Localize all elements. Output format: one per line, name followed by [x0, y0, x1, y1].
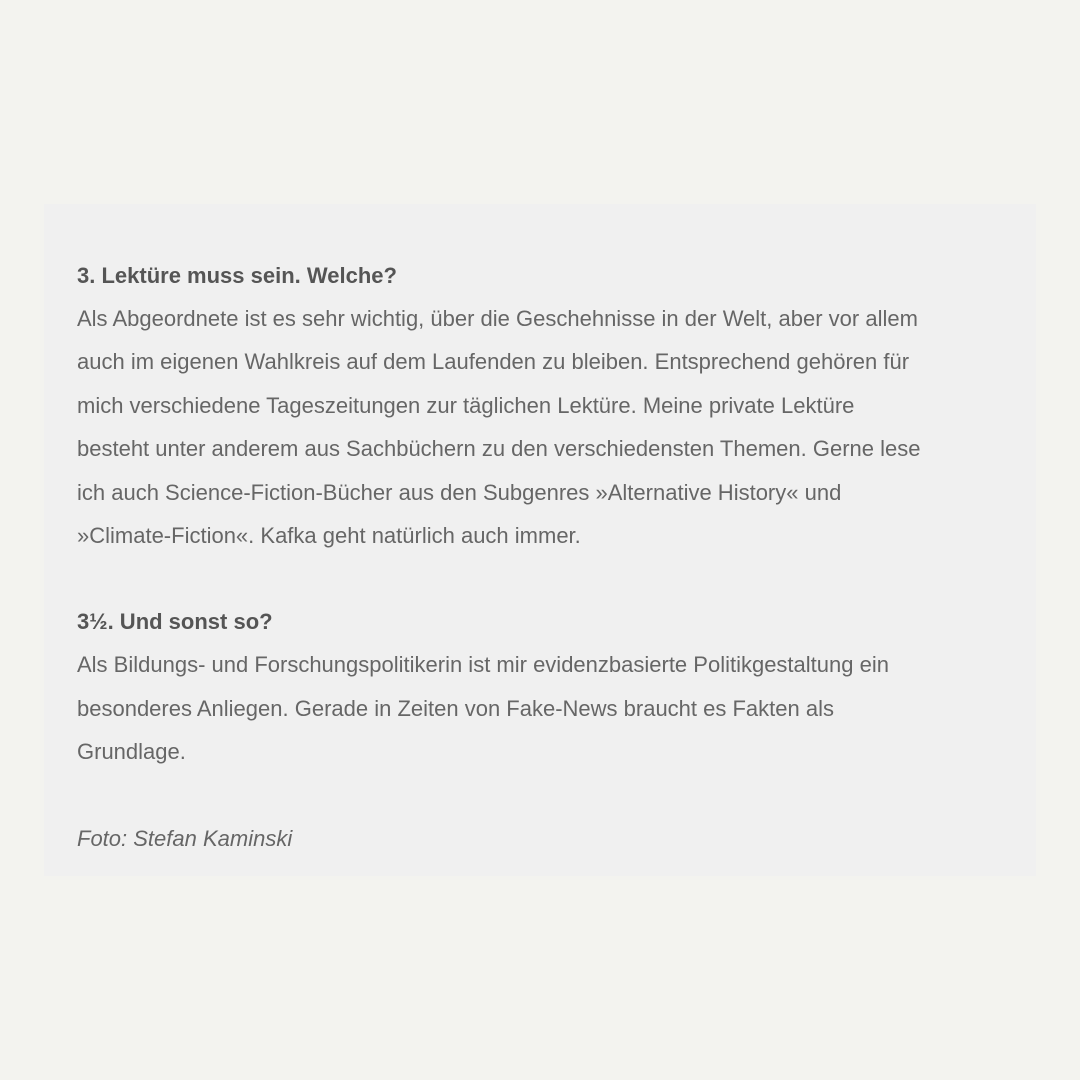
section-spacer — [77, 774, 1002, 817]
article-card — [44, 204, 1036, 876]
section-body: Als Bildungs- und Forschungspolitikerin ist mir evidenzbasierte Politikgestaltung ein besonderes Anliegen. Gerade in Zeiten von Fake-News braucht es Fakten als Grundlage. — [77, 652, 889, 765]
section-heading: 3. Lektüre muss sein. Welche? — [77, 263, 397, 288]
section-spacer — [77, 557, 1002, 600]
photo-credit: Foto: Stefan Kaminski — [77, 825, 293, 851]
section-body: Als Abgeordnete ist es sehr wichtig, über die Geschehnisse in der Welt, aber vor allem auch im eigenen Wahlkreis auf dem Laufenden zu bleiben. Entsprechend gehören für mich verschiedene Tageszeitungen zur täglichen Lektüre. Meine private Lektüre besteht unter anderem aus Sachbüchern zu den verschiedensten Themen. Gerne lese ich auch Science-Fiction-Bücher aus den Subgenres »Alternative History« und »Climate-Fiction«. Kafka geht natürlich auch immer. — [77, 306, 921, 549]
section-heading: 3½. Und sonst so? — [77, 609, 273, 635]
